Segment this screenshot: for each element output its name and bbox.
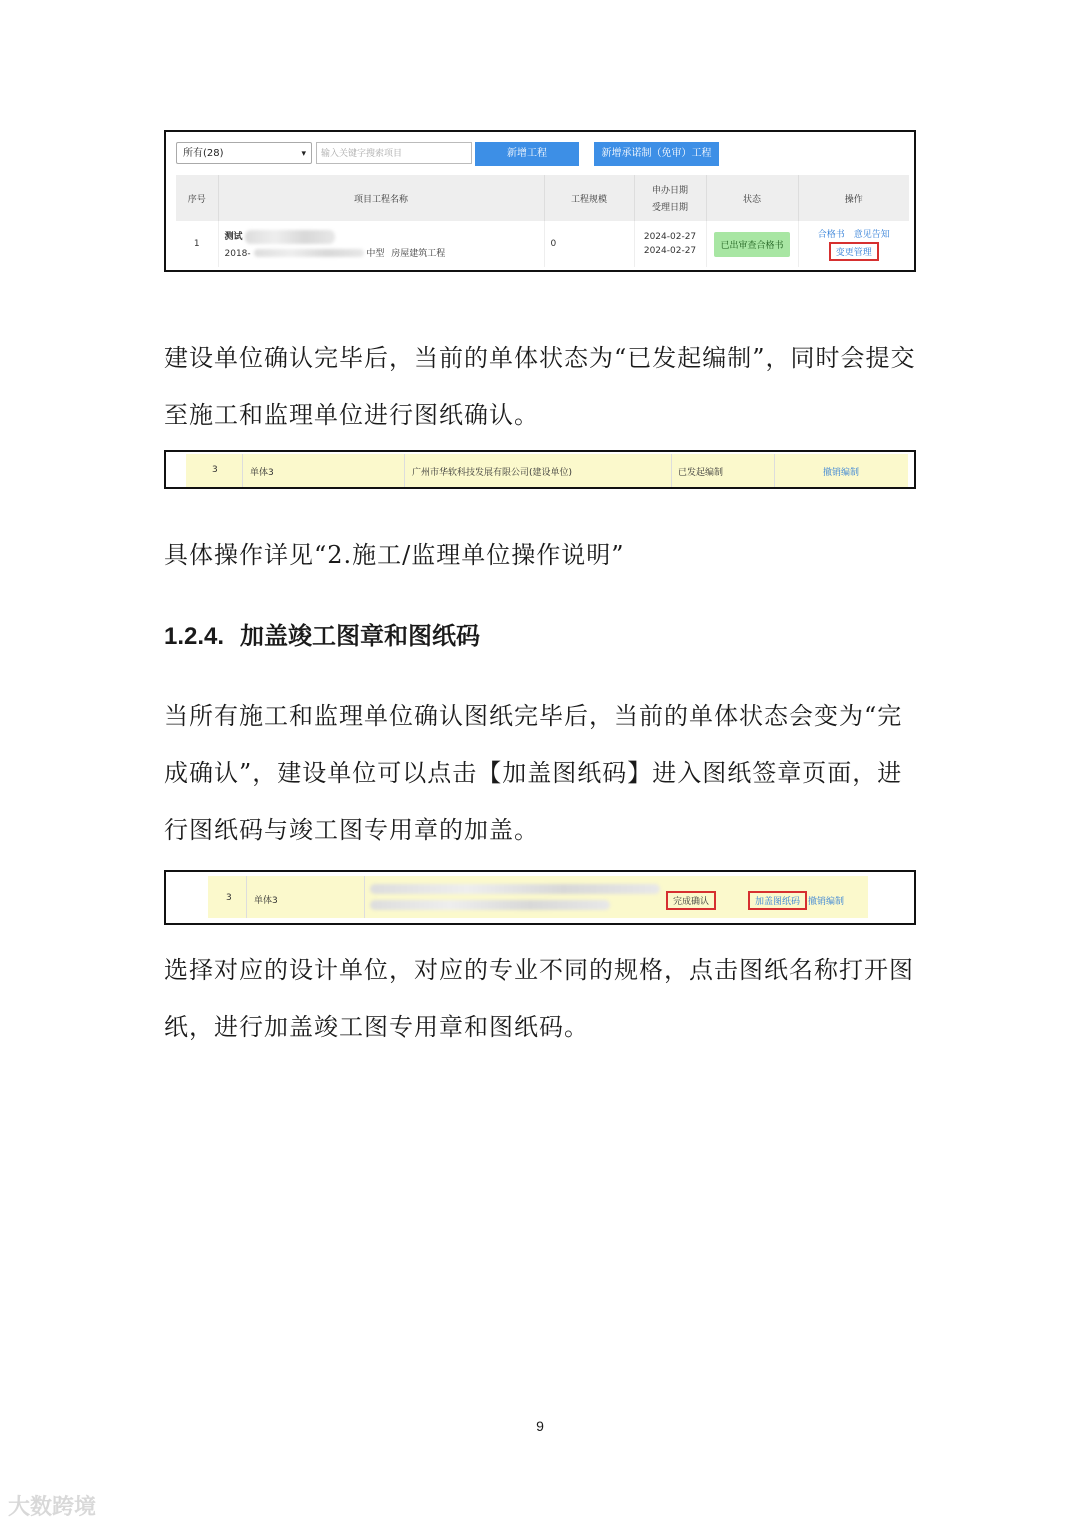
divider bbox=[404, 454, 405, 487]
row-dates bbox=[634, 221, 706, 267]
table-row bbox=[176, 221, 909, 267]
row-unit: 单体3 bbox=[254, 896, 278, 906]
cancel-compile-link[interactable]: 撤销编制 bbox=[823, 468, 860, 478]
row-index: 3 bbox=[212, 465, 218, 475]
header-index: 序号 bbox=[176, 175, 218, 221]
watermark: 大数跨境 bbox=[8, 1495, 97, 1520]
header-accept-date: 受理日期 bbox=[651, 203, 688, 213]
new-project-button[interactable]: 新增工程 bbox=[475, 142, 579, 166]
row-status: 已发起编制 bbox=[678, 468, 724, 478]
section-number: 1.2.4. bbox=[164, 623, 225, 650]
header-apply-date: 申办日期 bbox=[651, 186, 688, 196]
header-scale: 工程规模 bbox=[544, 175, 634, 221]
add-drawing-code-link[interactable]: 加盖图纸码 bbox=[748, 891, 807, 910]
row-status: 完成确认 bbox=[666, 891, 716, 910]
row-name: 测试 bbox=[224, 232, 243, 243]
project-list-screenshot bbox=[164, 130, 916, 272]
paragraph-2: 具体操作详见“2.施工/监理单位操作说明” bbox=[164, 541, 625, 569]
row-accept-date: 2024-02-27 bbox=[643, 246, 697, 256]
table-row bbox=[186, 454, 908, 487]
unit-row-screenshot-1 bbox=[164, 450, 916, 489]
project-table bbox=[176, 175, 909, 267]
header-ops: 操作 bbox=[798, 175, 909, 221]
row-status-cell bbox=[706, 221, 798, 267]
paragraph-3: 当所有施工和监理单位确认图纸完毕后，当前的单体状态会变为“完成确认”，建设单位可以点击【加盖图纸码】进入图纸签章页面，进行图纸码与竣工图专用章的加盖。 bbox=[164, 702, 903, 844]
new-exempt-project-button[interactable]: 新增承诺制（免审）工程 bbox=[594, 142, 719, 166]
change-management-link[interactable]: 变更管理 bbox=[829, 242, 879, 261]
table-row bbox=[208, 876, 868, 918]
section-title: 加盖竣工图章和图纸码 bbox=[240, 621, 481, 650]
row-type: 房屋建筑工程 bbox=[391, 248, 446, 259]
divider bbox=[242, 454, 243, 487]
search-input[interactable]: 输入关键字搜索项目 bbox=[316, 142, 472, 164]
paragraph-4: 选择对应的设计单位，对应的专业不同的规格，点击图纸名称打开图纸，进行加盖竣工图专用章和图纸码。 bbox=[164, 956, 914, 1041]
unit-row-screenshot-2 bbox=[164, 870, 916, 925]
header-status: 状态 bbox=[706, 175, 798, 221]
row-size: 中型 bbox=[366, 248, 385, 259]
row-code: 2018- bbox=[224, 248, 251, 259]
redacted-blur bbox=[245, 230, 335, 244]
header-name: 项目工程名称 bbox=[218, 175, 544, 221]
cancel-compile-link[interactable]: 撤销编制 bbox=[808, 897, 845, 907]
divider bbox=[774, 454, 775, 487]
filter-select[interactable] bbox=[176, 142, 312, 164]
section-heading bbox=[164, 616, 480, 651]
header-dates bbox=[634, 175, 706, 221]
row-scale: 0 bbox=[544, 221, 634, 267]
divider bbox=[246, 876, 247, 918]
divider bbox=[671, 454, 672, 487]
row-company: 广州市华软科技发展有限公司(建设单位) bbox=[412, 468, 573, 478]
opinion-link[interactable]: 意见告知 bbox=[853, 230, 890, 240]
row-name-cell bbox=[218, 221, 544, 267]
redacted-blur bbox=[370, 884, 660, 894]
redacted-blur bbox=[254, 249, 364, 257]
row-apply-date: 2024-02-27 bbox=[643, 232, 697, 242]
row-unit: 单体3 bbox=[250, 468, 274, 478]
redacted-blur bbox=[370, 900, 610, 910]
page-number: 9 bbox=[536, 1418, 544, 1434]
row-ops-cell bbox=[798, 221, 909, 267]
chevron-down-icon: ▾ bbox=[301, 149, 306, 159]
row-index: 1 bbox=[176, 221, 218, 267]
paragraph-1: 建设单位确认完毕后，当前的单体状态为“已发起编制”，同时会提交至施工和监理单位进行图纸确认。 bbox=[164, 344, 916, 429]
status-badge: 已出审查合格书 bbox=[714, 232, 789, 257]
certificate-link[interactable]: 合格书 bbox=[817, 230, 845, 240]
row-index: 3 bbox=[226, 893, 232, 903]
divider bbox=[364, 876, 365, 918]
filter-value: 所有(28) bbox=[183, 148, 224, 159]
table-header bbox=[176, 175, 909, 221]
